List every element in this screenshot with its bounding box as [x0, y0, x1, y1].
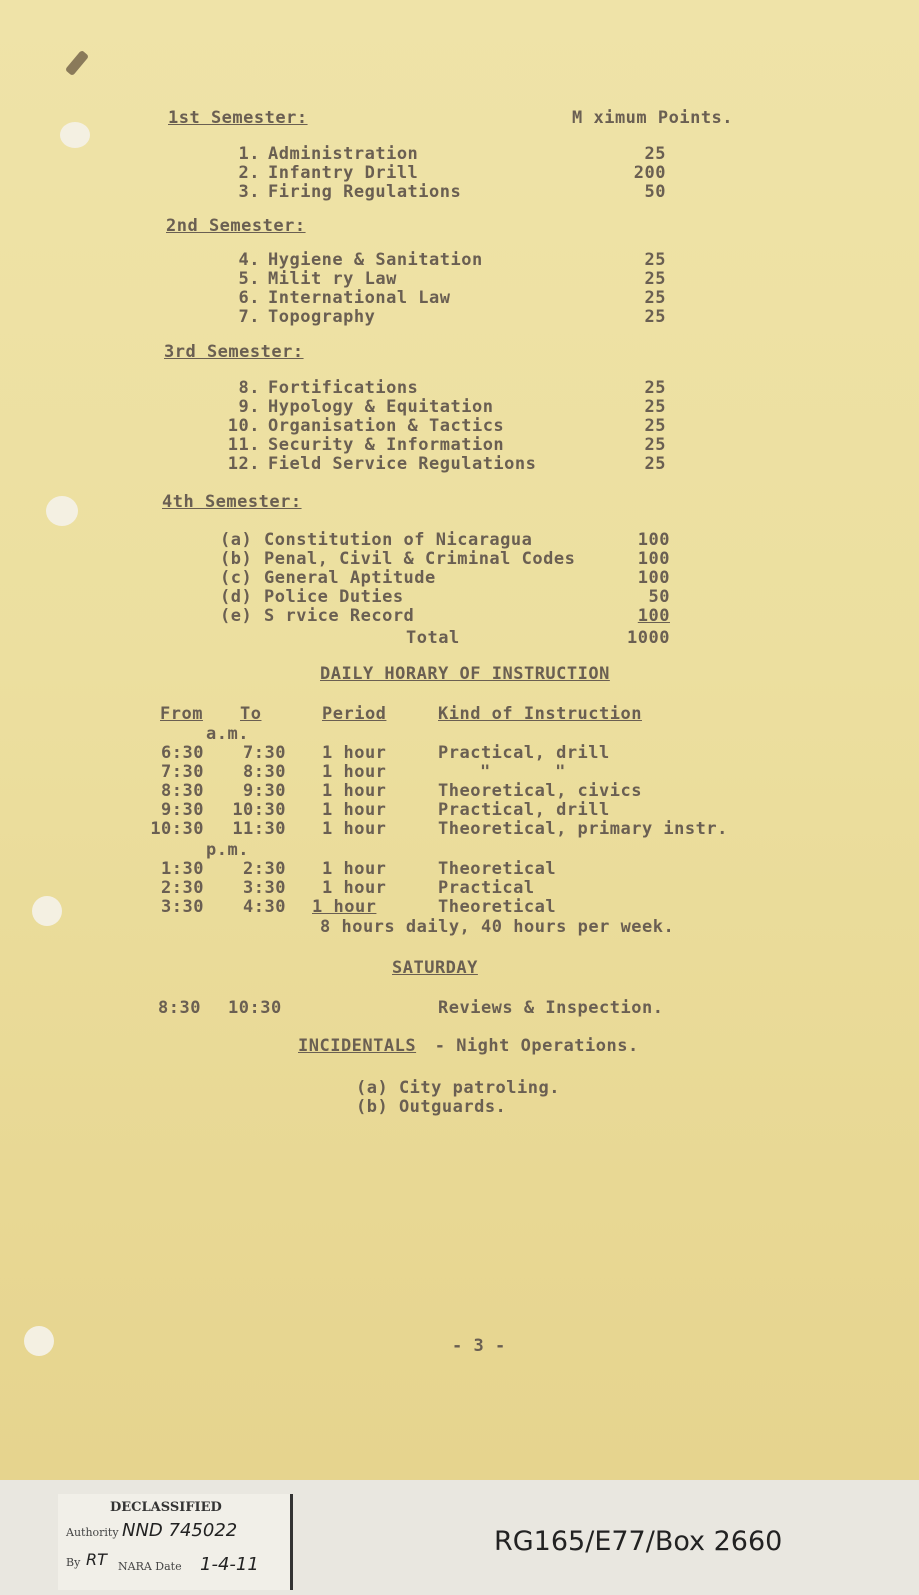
col-from: From	[160, 704, 203, 724]
item-number: 9.	[238, 397, 260, 417]
from-time: 9:30	[161, 800, 204, 820]
saturday-title: SATURDAY	[392, 958, 478, 978]
item-number: (e)	[220, 606, 253, 626]
semester1-heading: 1st Semester:	[168, 108, 308, 128]
subject: Milit ry Law	[268, 269, 397, 289]
subject: Penal, Civil & Criminal Codes	[264, 549, 576, 569]
points: 100	[637, 606, 670, 626]
item-number: 2.	[238, 163, 260, 183]
kind: " "	[480, 762, 566, 782]
kind: Practical, drill	[438, 800, 610, 820]
incidentals-text: - Night Operations.	[424, 1036, 639, 1056]
points: 25	[644, 435, 666, 455]
period: 1 hour	[322, 859, 387, 879]
from-time: 3:30	[161, 897, 204, 917]
stamp-authority-value: NND 745022	[122, 1520, 238, 1541]
subject: Hypology & Equitation	[268, 397, 494, 417]
page-number: - 3 -	[452, 1336, 506, 1356]
stamp-nara-label: NARA Date	[118, 1560, 182, 1573]
item-number: 11.	[227, 435, 260, 455]
daily-summary: 8 hours daily, 40 hours per week.	[320, 917, 675, 937]
from-time: 7:30	[161, 762, 204, 782]
item-number: 7.	[238, 307, 260, 327]
points: 25	[644, 144, 666, 164]
stamp-by-value: RT	[86, 1550, 107, 1569]
kind: Practical, drill	[438, 743, 610, 763]
stamp-authority-label: Authority	[66, 1526, 119, 1539]
stamp-title: DECLASSIFIED	[110, 1500, 222, 1515]
item-number: 3.	[238, 182, 260, 202]
incidentals-item: (a) City patroling.	[356, 1078, 560, 1098]
period: 1 hour	[322, 800, 387, 820]
col-kind: Kind of Instruction	[438, 704, 642, 724]
archive-note: RG165/E77/Box 2660	[494, 1526, 783, 1557]
points: 25	[644, 250, 666, 270]
to-time: 10:30	[232, 800, 286, 820]
punch-hole	[32, 896, 62, 926]
subject: Field Service Regulations	[268, 454, 537, 474]
kind: Practical	[438, 878, 535, 898]
period: 1 hour	[322, 878, 387, 898]
to-time: 9:30	[243, 781, 286, 801]
item-number: (c)	[220, 568, 253, 588]
subject: Organisation & Tactics	[268, 416, 505, 436]
subject: Security & Information	[268, 435, 505, 455]
item-number: 5.	[238, 269, 260, 289]
subject: Topography	[268, 307, 376, 327]
subject: General Aptitude	[264, 568, 436, 588]
points: 25	[644, 288, 666, 308]
kind: Theoretical	[438, 897, 557, 917]
pm-marker: p.m.	[206, 840, 249, 860]
points: 25	[644, 378, 666, 398]
saturday-kind: Reviews & Inspection.	[438, 998, 664, 1018]
period: 1 hour	[322, 781, 387, 801]
kind: Theoretical, civics	[438, 781, 642, 801]
incidentals-item: (b) Outguards.	[356, 1097, 507, 1117]
points: 25	[644, 416, 666, 436]
period: 1 hour	[312, 897, 377, 917]
punch-hole	[60, 122, 90, 148]
semester3-heading: 3rd Semester:	[164, 342, 304, 362]
points: 50	[648, 587, 670, 607]
horary-title: DAILY HORARY OF INSTRUCTION	[320, 664, 610, 684]
from-time: 2:30	[161, 878, 204, 898]
saturday-from: 8:30	[158, 998, 201, 1018]
item-number: 12.	[227, 454, 260, 474]
item-number: (d)	[220, 587, 253, 607]
subject: Firing Regulations	[268, 182, 462, 202]
incidentals-label: INCIDENTALS	[298, 1036, 417, 1056]
punch-hole	[24, 1326, 54, 1356]
period: 1 hour	[322, 743, 387, 763]
kind: Theoretical, primary instr.	[438, 819, 728, 839]
col-to: To	[240, 704, 262, 724]
stamp-nara-value: 1-4-11	[200, 1554, 259, 1575]
points: 25	[644, 269, 666, 289]
item-number: 1.	[238, 144, 260, 164]
to-time: 11:30	[232, 819, 286, 839]
punch-hole	[46, 496, 78, 526]
period: 1 hour	[322, 762, 387, 782]
semester4-heading: 4th Semester:	[162, 492, 302, 512]
saturday-to: 10:30	[228, 998, 282, 1018]
points: 200	[633, 163, 666, 183]
points: 25	[644, 307, 666, 327]
points: 100	[637, 549, 670, 569]
from-time: 8:30	[161, 781, 204, 801]
subject: Infantry Drill	[268, 163, 419, 183]
item-number: (b)	[220, 549, 253, 569]
to-time: 7:30	[243, 743, 286, 763]
points: 25	[644, 397, 666, 417]
from-time: 10:30	[150, 819, 204, 839]
am-marker: a.m.	[206, 724, 249, 744]
subject: Constitution of Nicaragua	[264, 530, 533, 550]
to-time: 4:30	[243, 897, 286, 917]
points: 50	[644, 182, 666, 202]
total-label: Total	[406, 628, 460, 648]
item-number: 10.	[227, 416, 260, 436]
kind: Theoretical	[438, 859, 557, 879]
col-period: Period	[322, 704, 387, 724]
points: 25	[644, 454, 666, 474]
item-number: 6.	[238, 288, 260, 308]
points: 100	[637, 530, 670, 550]
subject: Administration	[268, 144, 419, 164]
item-number: (a)	[220, 530, 253, 550]
period: 1 hour	[322, 819, 387, 839]
to-time: 2:30	[243, 859, 286, 879]
item-number: 8.	[238, 378, 260, 398]
subject: Police Duties	[264, 587, 404, 607]
points: 100	[637, 568, 670, 588]
from-time: 6:30	[161, 743, 204, 763]
semester2-heading: 2nd Semester:	[166, 216, 306, 236]
subject: Fortifications	[268, 378, 419, 398]
max-points-heading: M ximum Points.	[572, 108, 734, 128]
to-time: 8:30	[243, 762, 286, 782]
to-time: 3:30	[243, 878, 286, 898]
total-value: 1000	[627, 628, 670, 648]
stamp-by-label: By	[66, 1556, 81, 1569]
subject: Hygiene & Sanitation	[268, 250, 483, 270]
subject: S rvice Record	[264, 606, 415, 626]
from-time: 1:30	[161, 859, 204, 879]
item-number: 4.	[238, 250, 260, 270]
subject: International Law	[268, 288, 451, 308]
